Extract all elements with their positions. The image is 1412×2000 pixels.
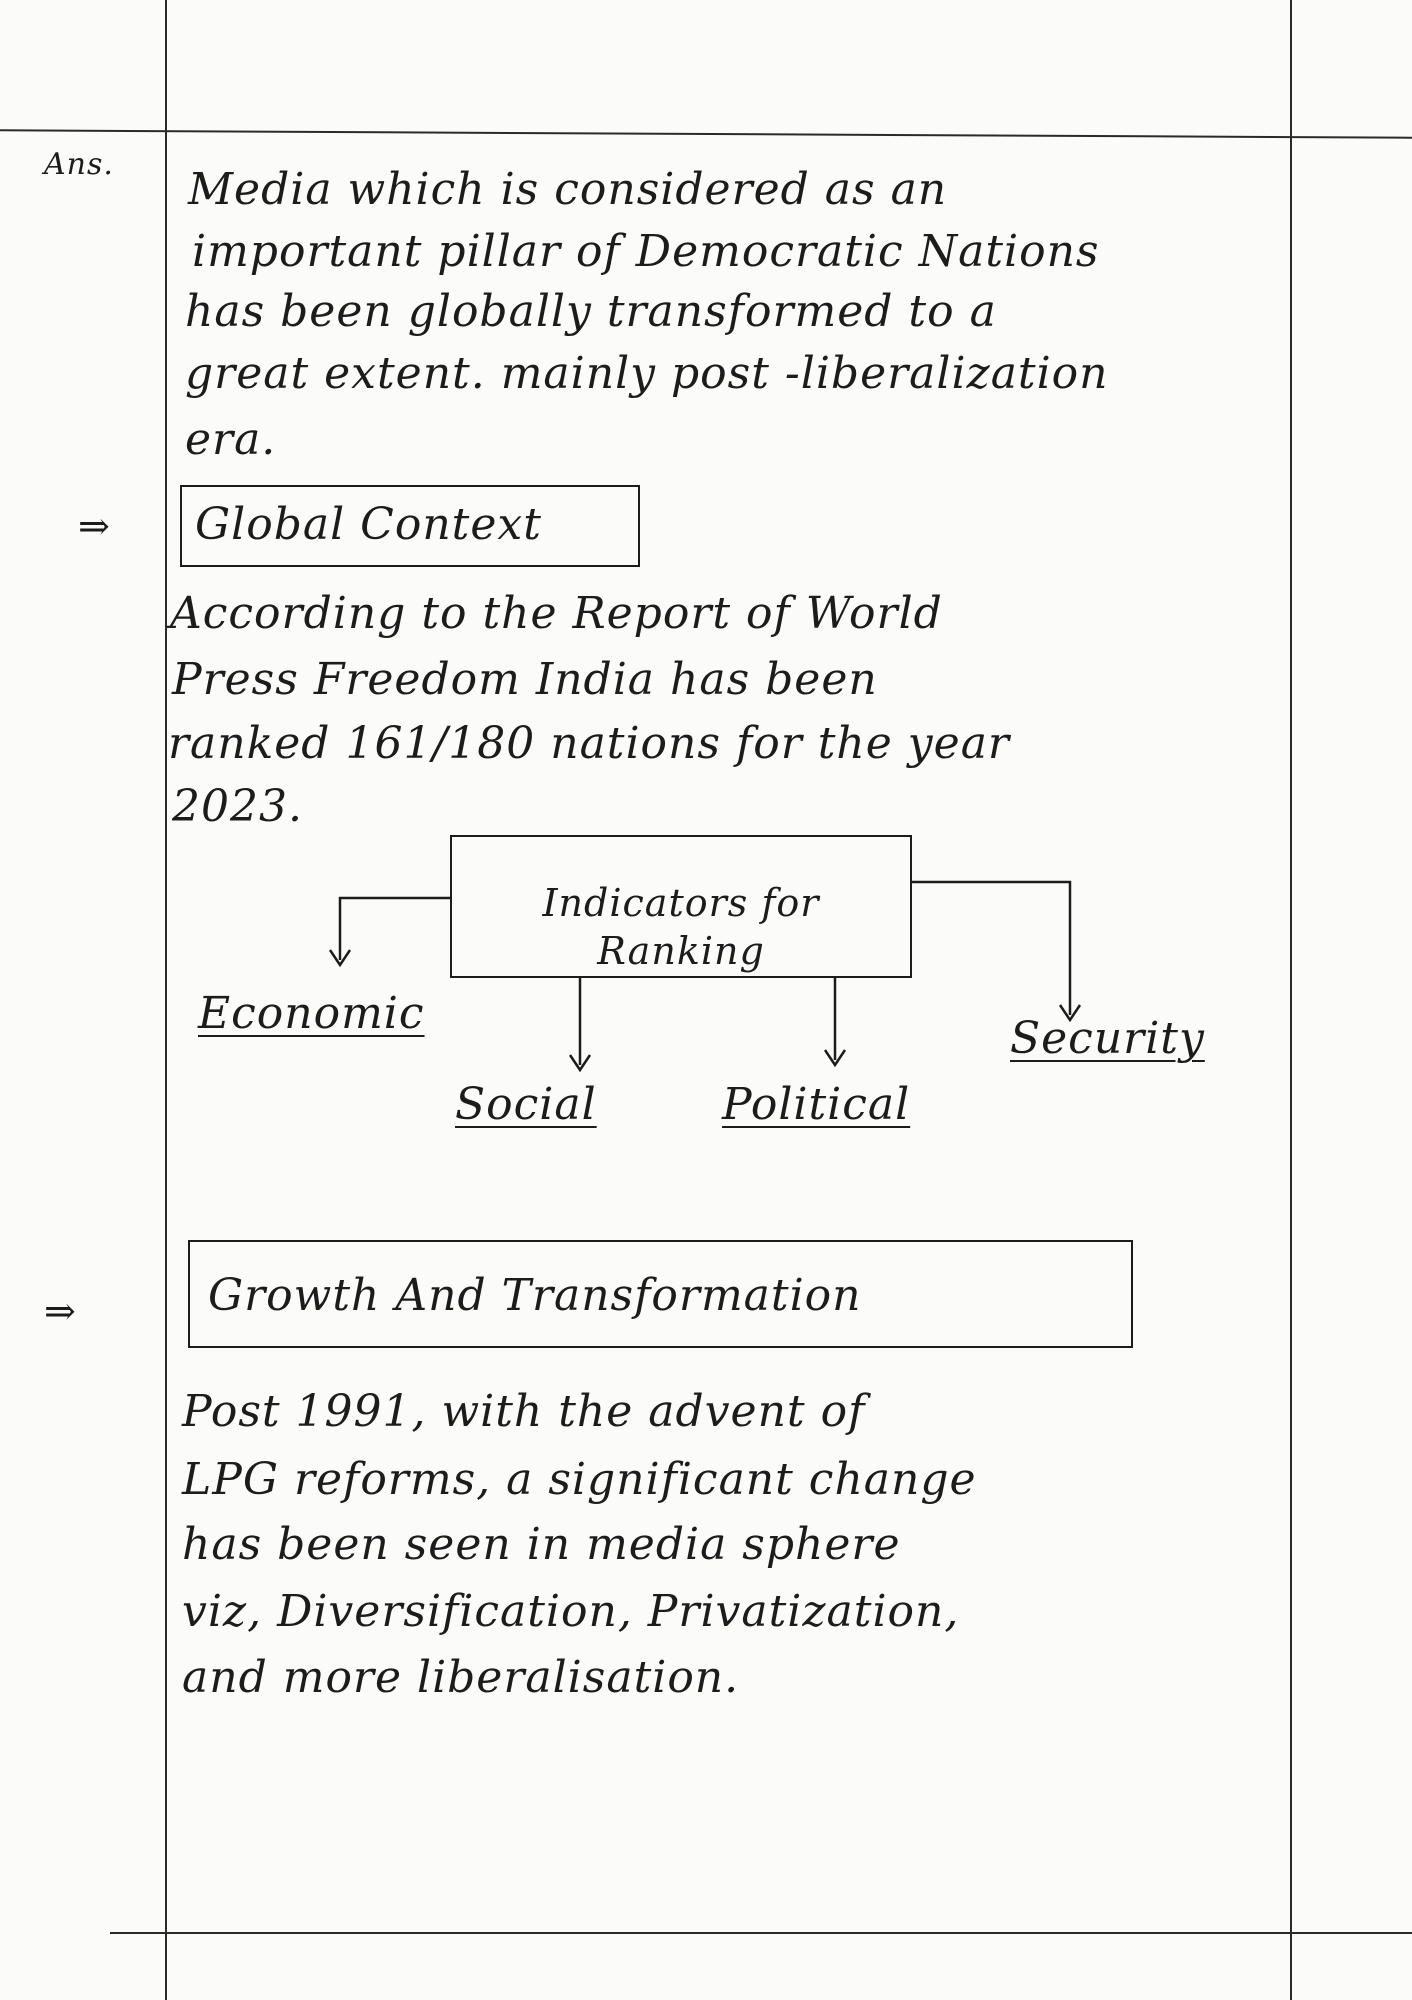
section-heading: Global Context xyxy=(195,499,542,550)
section-line-1: Post 1991, with the advent of xyxy=(182,1386,866,1437)
section-line-4: viz, Diversification, Privatization, xyxy=(182,1586,960,1637)
section-marker-arrow: ⇒ xyxy=(78,504,110,548)
section-line-1: According to the Report of World xyxy=(170,588,943,639)
diagram-branch-political: Political xyxy=(722,1079,911,1130)
margin-answer-label: Ans. xyxy=(44,147,114,182)
diagram-branch-social: Social xyxy=(455,1079,597,1130)
diagram-branch-security: Security xyxy=(1010,1013,1205,1064)
section-line-2: Press Freedom India has been xyxy=(172,654,878,705)
section-line-4: 2023. xyxy=(172,781,303,832)
intro-line-4: great extent. mainly post -liberalization xyxy=(185,348,1109,399)
diagram-branch-economic: Economic xyxy=(198,988,425,1039)
section-heading: Growth And Transformation xyxy=(208,1270,862,1321)
section-marker-arrow: ⇒ xyxy=(44,1289,76,1333)
intro-line-1: Media which is considered as an xyxy=(188,164,948,215)
intro-line-2: important pillar of Democratic Nations xyxy=(192,226,1100,277)
section-line-3: has been seen in media sphere xyxy=(182,1519,901,1570)
section-line-2: LPG reforms, a significant change xyxy=(182,1454,977,1505)
diagram-center-label: Indicators for Ranking xyxy=(542,881,820,973)
intro-line-5: era. xyxy=(185,414,277,465)
intro-line-3: has been globally transformed to a xyxy=(185,286,997,337)
section-line-5: and more liberalisation. xyxy=(182,1652,740,1703)
section-line-3: ranked 161/180 nations for the year xyxy=(168,718,1010,769)
